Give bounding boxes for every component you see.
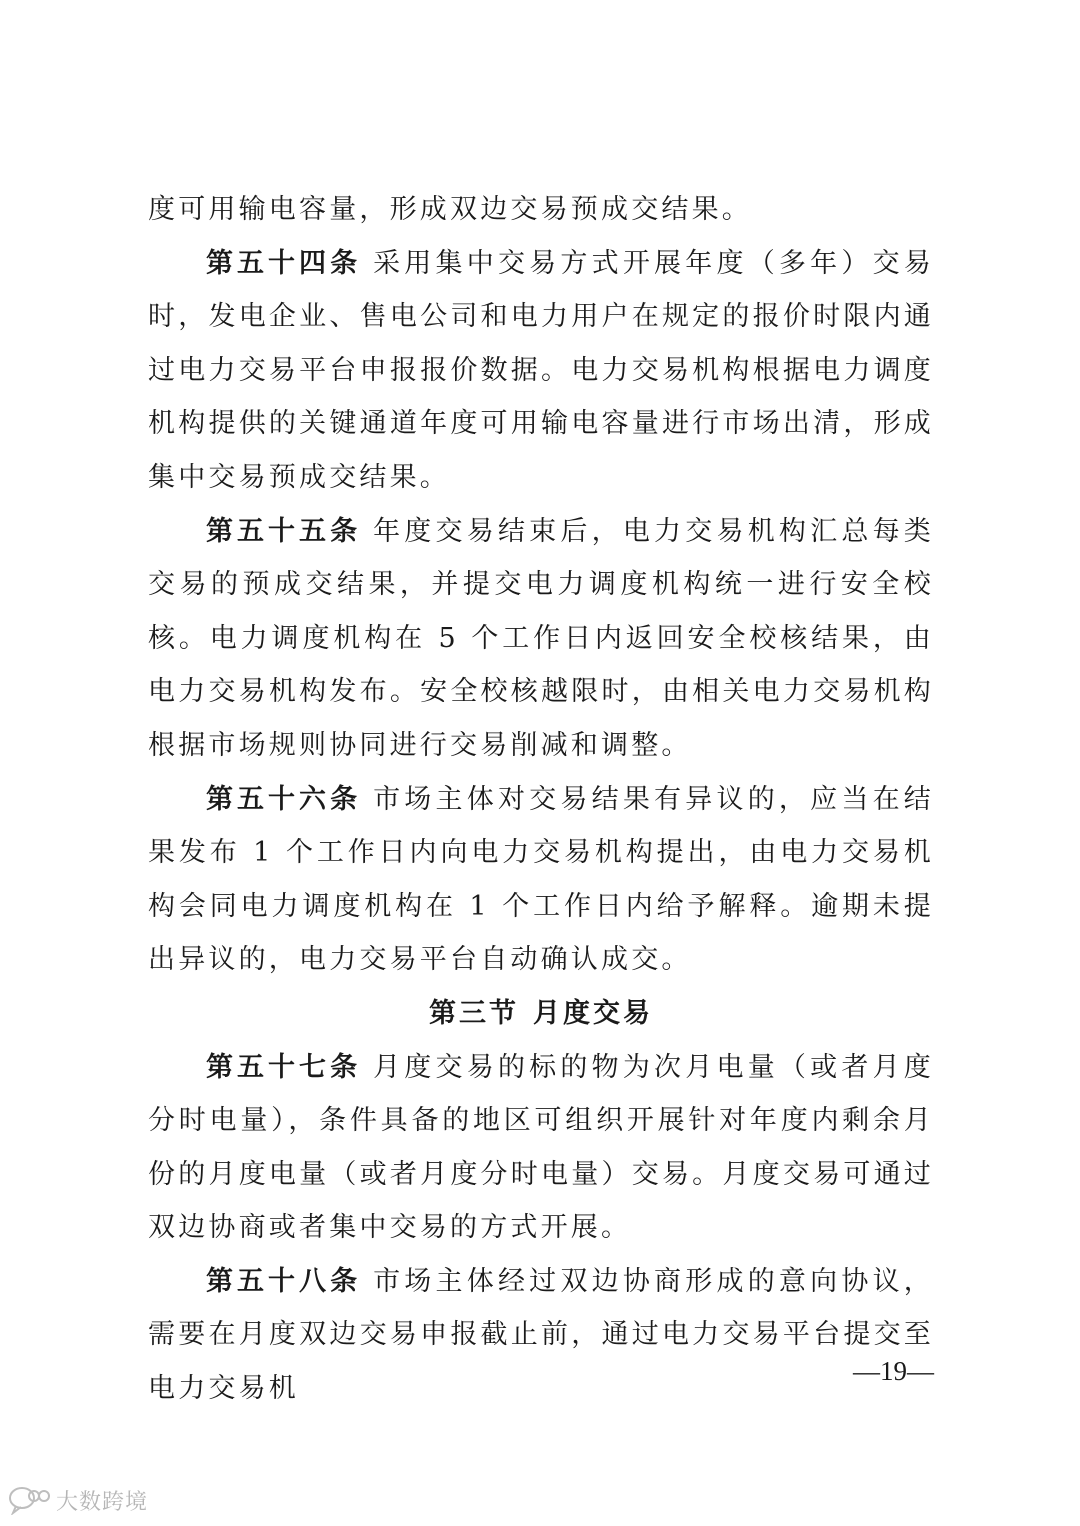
watermark	[8, 1482, 148, 1518]
article-54	[148, 237, 934, 505]
article-57	[148, 1041, 934, 1255]
section-number: 第三节	[429, 997, 519, 1029]
article-text: 市场主体对交易结果有异议的，应当在结果发布 1 个工作日内向电力交易机构提出，由电力交易机构会同电力调度机构在 1 个工作日内给予解释。逾期未提出异议的，电力交易平台自动确认成交。	[148, 783, 934, 976]
article-number: 第五十八条	[206, 1265, 362, 1297]
watermark-text: 大数跨境	[56, 1489, 149, 1515]
article-number: 第五十七条	[206, 1051, 362, 1083]
section-title: 月度交易	[533, 997, 653, 1029]
article-text: 采用集中交易方式开展年度（多年）交易时，发电企业、售电公司和电力用户在规定的报价时限内通过电力交易平台申报报价数据。电力交易机构根据电力调度机构提供的关键通道年度可用输电容量进行市场出清，形成集中交易预成交结果。	[148, 247, 934, 493]
article-number: 第五十四条	[206, 247, 362, 279]
article-text: 市场主体经过双边协商形成的意向协议，需要在月度双边交易申报截止前，通过电力交易平台提交至电力交易机	[148, 1265, 934, 1405]
article-number: 第五十五条	[206, 515, 362, 547]
page-number: —19—	[853, 1356, 934, 1386]
section-heading	[148, 987, 934, 1041]
chat-bubble-logo-icon	[8, 1485, 52, 1515]
article-text: 月度交易的标的物为次月电量（或者月度分时电量），条件具备的地区可组织开展针对年度内剩余月份的月度电量（或者月度分时电量）交易。月度交易可通过双边协商或者集中交易的方式开展。	[148, 1051, 934, 1244]
article-58	[148, 1255, 934, 1416]
paragraph-continuation	[148, 183, 934, 237]
article-56	[148, 773, 934, 987]
paragraph-text: 度可用输电容量，形成双边交易预成交结果。	[148, 194, 752, 225]
article-55	[148, 505, 934, 773]
document-body	[148, 183, 934, 1416]
article-text: 年度交易结束后，电力交易机构汇总每类交易的预成交结果，并提交电力调度机构统一进行安全校核。电力调度机构在 5 个工作日内返回安全校核结果，由电力交易机构发布。安全校核越限时，由相关电力交易机构根据市场规则协同进行交易削减和调整。	[148, 515, 934, 761]
article-number: 第五十六条	[206, 783, 362, 815]
